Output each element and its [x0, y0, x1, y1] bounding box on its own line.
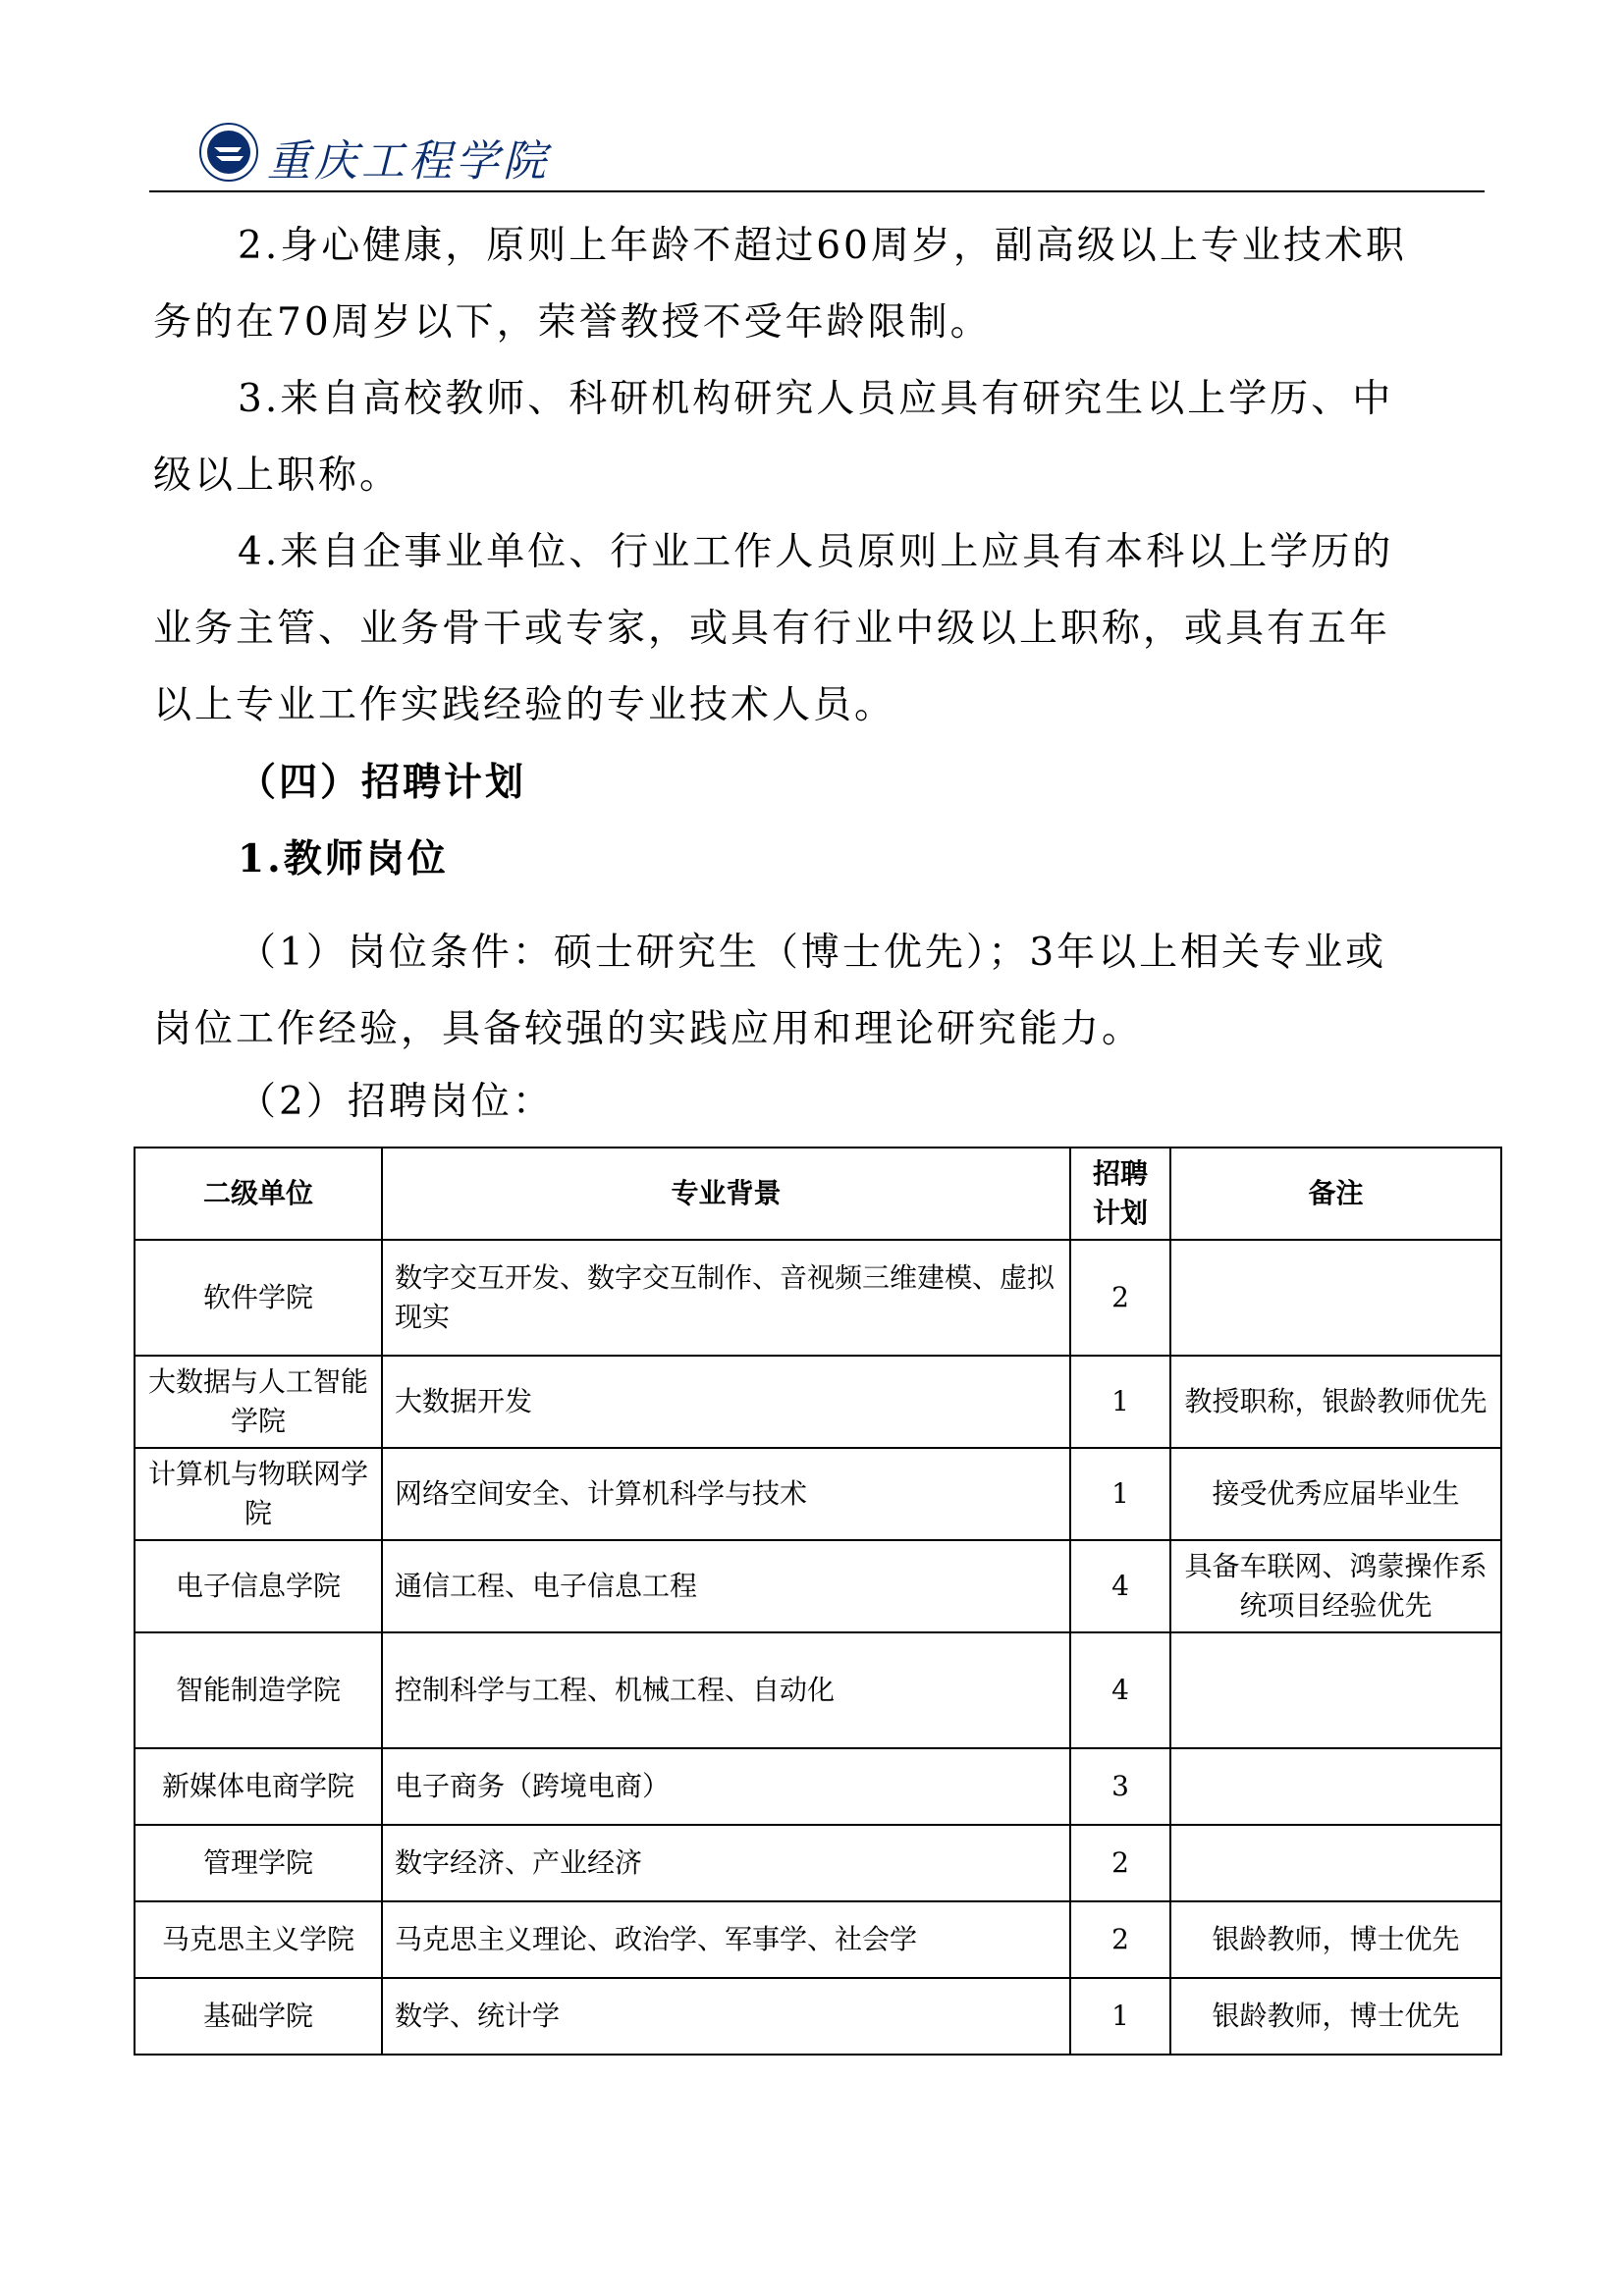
cell-unit: 计算机与物联网学院 [135, 1448, 382, 1540]
cell-unit: 大数据与人工智能学院 [135, 1356, 382, 1448]
cell-major: 电子商务（跨境电商） [382, 1748, 1070, 1825]
table-row [135, 1825, 1501, 1901]
cell-major: 马克思主义理论、政治学、军事学、社会学 [382, 1901, 1070, 1978]
cell-plan: 4 [1070, 1540, 1170, 1632]
header-plan [1070, 1148, 1170, 1240]
cell-major: 控制科学与工程、机械工程、自动化 [382, 1632, 1070, 1748]
cell-note: 具备车联网、鸿蒙操作系统项目经验优先 [1170, 1540, 1501, 1632]
cell-unit: 管理学院 [135, 1825, 382, 1901]
cell-plan: 2 [1070, 1901, 1170, 1978]
cell-unit: 电子信息学院 [135, 1540, 382, 1632]
cell-note: 接受优秀应届毕业生 [1170, 1448, 1501, 1540]
table-row [135, 1901, 1501, 1978]
p4-line-3: 以上专业工作实践经验的专业技术人员。 [153, 683, 896, 727]
p3-line-2: 级以上职称。 [153, 454, 402, 498]
subheading-text: 1.教师岗位 [238, 836, 449, 881]
cell-major: 大数据开发 [382, 1356, 1070, 1448]
school-emblem-icon [198, 122, 259, 183]
table-row [135, 1356, 1501, 1448]
cell-plan: 1 [1070, 1356, 1170, 1448]
cell-plan: 1 [1070, 1448, 1170, 1540]
cell-note: 银龄教师，博士优先 [1170, 1978, 1501, 2055]
cell-plan: 1 [1070, 1978, 1170, 2055]
cell-major: 数字交互开发、数字交互制作、音视频三维建模、虚拟现实 [382, 1240, 1070, 1356]
header-major: 专业背景 [382, 1148, 1070, 1240]
header-note: 备注 [1170, 1148, 1501, 1240]
cell-major: 数字经济、产业经济 [382, 1825, 1070, 1901]
header-unit: 二级单位 [135, 1148, 382, 1240]
table-row [135, 1978, 1501, 2055]
school-name: 重庆工程学院 [267, 136, 550, 187]
table-header-row [135, 1148, 1501, 1240]
page-header [149, 114, 1485, 192]
header-plan-line-2: 计划 [1092, 1197, 1148, 1229]
cell-unit: 软件学院 [135, 1240, 382, 1356]
cell-major: 通信工程、电子信息工程 [382, 1540, 1070, 1632]
p4-line-2: 业务主管、业务骨干或专家，或具有行业中级以上职称，或具有五年 [153, 607, 1391, 651]
cell-plan: 3 [1070, 1748, 1170, 1825]
positions-label [153, 1064, 1473, 1141]
cell-unit: 新媒体电商学院 [135, 1748, 382, 1825]
paragraph-4 [153, 514, 1473, 744]
cell-major: 网络空间安全、计算机科学与技术 [382, 1448, 1070, 1540]
positions-label-text: （2）招聘岗位： [238, 1080, 554, 1124]
table-row [135, 1240, 1501, 1356]
cell-note [1170, 1825, 1501, 1901]
cell-unit: 马克思主义学院 [135, 1901, 382, 1978]
cell-major: 数学、统计学 [382, 1978, 1070, 2055]
p2-line-2: 务的在70周岁以下，荣誉教授不受年龄限制。 [153, 300, 992, 345]
cell-note: 教授职称，银龄教师优先 [1170, 1356, 1501, 1448]
cell-plan: 2 [1070, 1825, 1170, 1901]
cell-plan: 4 [1070, 1632, 1170, 1748]
cell-unit: 智能制造学院 [135, 1632, 382, 1748]
section-heading [153, 744, 1473, 821]
cell-note [1170, 1632, 1501, 1748]
subheading-teacher-positions [153, 821, 1473, 897]
cell-note: 银龄教师，博士优先 [1170, 1901, 1501, 1978]
recruitment-table [134, 1147, 1502, 2056]
cell-unit: 基础学院 [135, 1978, 382, 2055]
table-row [135, 1540, 1501, 1632]
p3-line-1: 3.来自高校教师、科研机构研究人员应具有研究生以上学历、中 [238, 377, 1394, 421]
conditions-line-1: （1）岗位条件：硕士研究生（博士优先）；3年以上相关专业或 [238, 931, 1387, 975]
conditions-line-2: 岗位工作经验，具备较强的实践应用和理论研究能力。 [153, 1007, 1144, 1051]
table-row [135, 1448, 1501, 1540]
table-row [135, 1632, 1501, 1748]
table-row [135, 1748, 1501, 1825]
section-heading-text: （四）招聘计划 [238, 760, 527, 805]
cell-note [1170, 1240, 1501, 1356]
paragraph-3 [153, 361, 1473, 514]
p2-line-1: 2.身心健康，原则上年龄不超过60周岁，副高级以上专业技术职 [238, 224, 1407, 268]
header-plan-line-1: 招聘 [1092, 1157, 1148, 1190]
p4-line-1: 4.来自企事业单位、行业工作人员原则上应具有本科以上学历的 [238, 530, 1394, 574]
cell-note [1170, 1748, 1501, 1825]
position-conditions [153, 915, 1473, 1068]
paragraph-2 [153, 208, 1473, 361]
cell-plan: 2 [1070, 1240, 1170, 1356]
